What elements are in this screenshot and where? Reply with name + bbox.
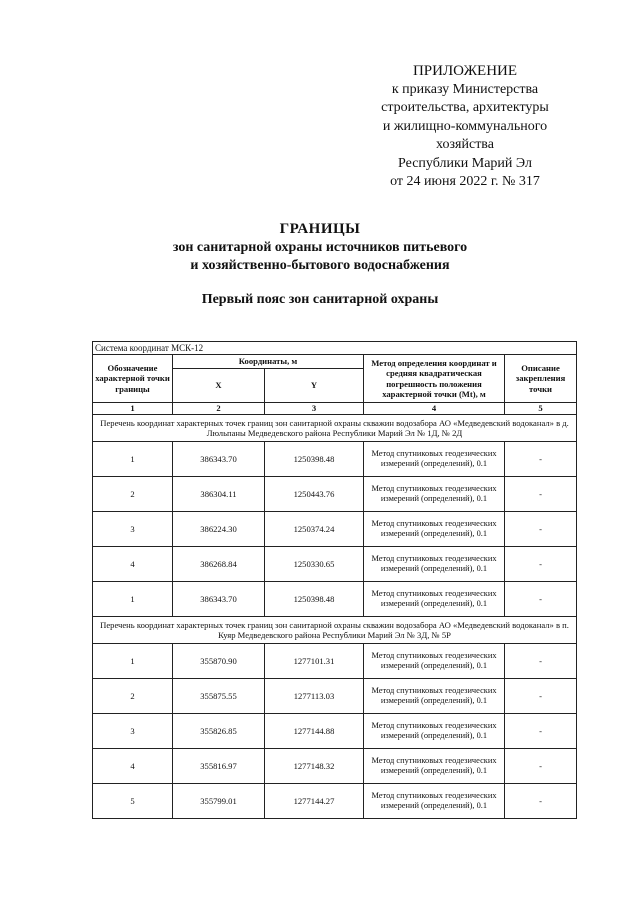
cell-description: - xyxy=(505,679,577,714)
cell-method: Метод спутниковых геодезических измерений (определений), 0.1 xyxy=(364,644,505,679)
cell-y: 1250443.76 xyxy=(265,477,364,512)
cell-point: 2 xyxy=(93,679,173,714)
header-description: Описание закрепления точки xyxy=(505,355,577,403)
cell-method: Метод спутниковых геодезических измерений (определений), 0.1 xyxy=(364,679,505,714)
appendix-line: к приказу Министерства xyxy=(391,81,539,97)
table-row xyxy=(93,784,577,819)
appendix-line: Республики Марий Эл xyxy=(398,155,532,171)
table-row xyxy=(93,582,577,617)
cell-description: - xyxy=(505,442,577,477)
cell-point: 1 xyxy=(93,644,173,679)
cell-x: 355816.97 xyxy=(173,749,265,784)
document-subtitle-line2: и хозяйственно-бытового водоснабжения xyxy=(190,258,450,273)
cell-y: 1277144.88 xyxy=(265,714,364,749)
cell-point: 3 xyxy=(93,512,173,547)
cell-x: 386343.70 xyxy=(173,582,265,617)
cell-x: 355870.90 xyxy=(173,644,265,679)
cell-x: 355875.55 xyxy=(173,679,265,714)
cell-x: 386304.11 xyxy=(173,477,265,512)
table-row xyxy=(93,714,577,749)
cell-x: 386268.84 xyxy=(173,547,265,582)
cell-x: 386343.70 xyxy=(173,442,265,477)
cell-y: 1250330.65 xyxy=(265,547,364,582)
cell-description: - xyxy=(505,547,577,582)
col-number: 4 xyxy=(364,403,505,415)
section-title: Перечень координат характерных точек границ зон санитарной охраны скважин водозабора АО «Медведевский водоканал» в п. Куяр Медведевского района Республики Марий Эл № 3Д, № 5Р xyxy=(93,617,577,644)
cell-description: - xyxy=(505,784,577,819)
appendix-label: ПРИЛОЖЕНИЕ xyxy=(412,63,518,79)
table-row xyxy=(93,679,577,714)
col-number: 5 xyxy=(505,403,577,415)
cell-method: Метод спутниковых геодезических измерений (определений), 0.1 xyxy=(364,784,505,819)
document-title: ГРАНИЦЫ xyxy=(279,221,361,237)
coordinates-table xyxy=(92,341,577,819)
cell-method: Метод спутниковых геодезических измерений (определений), 0.1 xyxy=(364,547,505,582)
cell-point: 1 xyxy=(93,582,173,617)
cell-description: - xyxy=(505,644,577,679)
document-subtitle-line1: зон санитарной охраны источников питьевого xyxy=(172,240,468,255)
cell-y: 1277101.31 xyxy=(265,644,364,679)
cell-method: Метод спутниковых геодезических измерений (определений), 0.1 xyxy=(364,512,505,547)
cell-description: - xyxy=(505,714,577,749)
cell-point: 4 xyxy=(93,547,173,582)
table-row xyxy=(93,477,577,512)
section-title: Перечень координат характерных точек границ зон санитарной охраны скважин водозабора АО «Медведевский водоканал» в д. Люльпаны Медведевского района Республики Марий Эл № 1Д, № 2Д xyxy=(93,415,577,442)
appendix-line: и жилищно-коммунального xyxy=(382,118,548,134)
header-x: X xyxy=(173,369,265,403)
belt-title: Первый пояс зон санитарной охраны xyxy=(201,292,439,307)
cell-y: 1277113.03 xyxy=(265,679,364,714)
cell-description: - xyxy=(505,512,577,547)
header-point: Обозначение характерной точки границы xyxy=(93,355,173,403)
appendix-line: хозяйства xyxy=(436,137,494,152)
cell-method: Метод спутниковых геодезических измерений (определений), 0.1 xyxy=(364,749,505,784)
cell-method: Метод спутниковых геодезических измерений (определений), 0.1 xyxy=(364,477,505,512)
table-row xyxy=(93,749,577,784)
cell-x: 355799.01 xyxy=(173,784,265,819)
cell-description: - xyxy=(505,477,577,512)
table-row xyxy=(93,512,577,547)
table-row xyxy=(93,442,577,477)
document-heading xyxy=(0,220,640,275)
cell-method: Метод спутниковых геодезических измерений (определений), 0.1 xyxy=(364,582,505,617)
col-number: 2 xyxy=(173,403,265,415)
header-y: Y xyxy=(265,369,364,403)
coordinate-system: Система координат МСК-12 xyxy=(93,342,577,355)
col-number: 1 xyxy=(93,403,173,415)
header-method: Метод определения координат и средняя квадратическая погрешность положения характерной точки (Мt), м xyxy=(364,355,505,403)
cell-point: 1 xyxy=(93,442,173,477)
appendix-date: от 24 июня 2022 г. № 317 xyxy=(390,174,540,189)
cell-point: 5 xyxy=(93,784,173,819)
header-coords: Координаты, м xyxy=(173,355,364,369)
cell-y: 1250398.48 xyxy=(265,582,364,617)
cell-point: 2 xyxy=(93,477,173,512)
cell-point: 3 xyxy=(93,714,173,749)
cell-description: - xyxy=(505,582,577,617)
cell-description: - xyxy=(505,749,577,784)
cell-x: 355826.85 xyxy=(173,714,265,749)
cell-method: Метод спутниковых геодезических измерений (определений), 0.1 xyxy=(364,442,505,477)
cell-point: 4 xyxy=(93,749,173,784)
appendix-block xyxy=(350,62,580,192)
cell-y: 1277144.27 xyxy=(265,784,364,819)
cell-y: 1277148.32 xyxy=(265,749,364,784)
cell-method: Метод спутниковых геодезических измерений (определений), 0.1 xyxy=(364,714,505,749)
appendix-line: строительства, архитектуры xyxy=(381,100,549,115)
cell-y: 1250398.48 xyxy=(265,442,364,477)
table-row xyxy=(93,644,577,679)
table-row xyxy=(93,547,577,582)
cell-x: 386224.30 xyxy=(173,512,265,547)
cell-y: 1250374.24 xyxy=(265,512,364,547)
col-number: 3 xyxy=(265,403,364,415)
